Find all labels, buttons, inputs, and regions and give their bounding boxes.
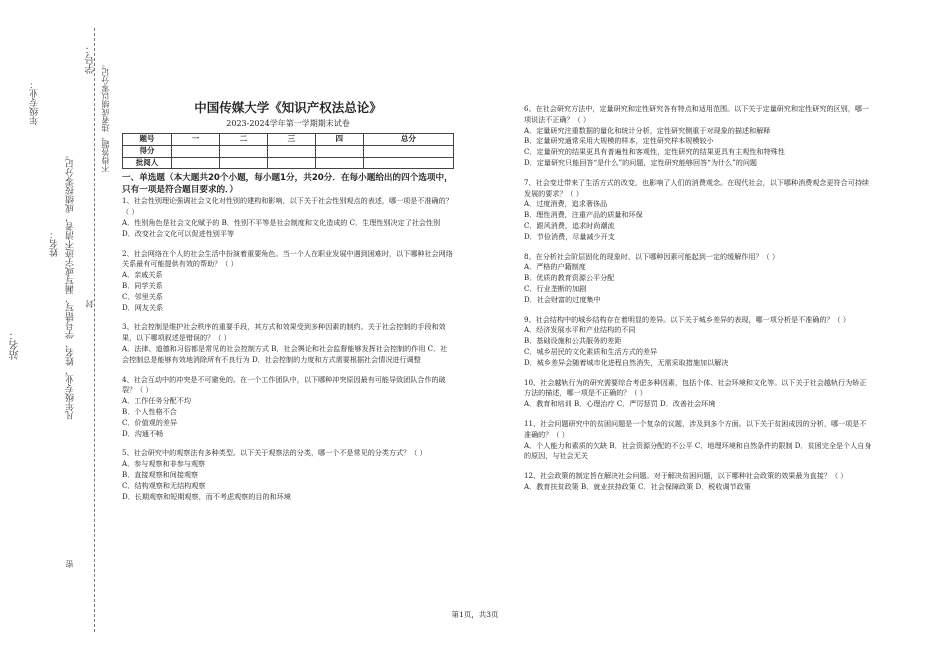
question-option: A．工作任务分配不均 <box>122 396 191 406</box>
tight-label: 密 <box>65 560 74 568</box>
question-stem: 8、在分析社会阶层固化的现象时，以下哪种因素可能起到一定的缓解作用？（ ） <box>524 251 780 261</box>
question-option: C．跟风消费，追求时尚潮流 <box>524 220 615 230</box>
grade-label: 年级专业： <box>30 80 40 125</box>
question-11 <box>524 419 872 462</box>
student-id-label: 学号： <box>86 44 97 74</box>
question-option: C．价值观的差异 <box>122 417 178 427</box>
score-row <box>123 145 454 157</box>
question-option: D．定量研究只能回答“是什么”的问题，定性研究能够回答“为什么”的问题 <box>524 157 758 167</box>
question-option: A．亲戚关系 <box>122 270 163 280</box>
question-5 <box>122 448 454 502</box>
score-cell <box>267 145 315 157</box>
question-2 <box>122 249 454 314</box>
question-option: B．理性消费，注重产品的质量和环保 <box>524 210 643 220</box>
question-option: D．节俭消费，尽量减少开支 <box>524 231 615 241</box>
question-stem: 11、社会问题研究中的贫困问题是一个复杂的议题，涉及到多个方面。以下关于贫困成因的分析，哪一项是不准确的？（ ） <box>524 418 867 439</box>
question-option: D．网友关系 <box>122 302 164 312</box>
question-12 <box>524 471 872 493</box>
question-stem: 9、社会结构中的城乡结构存在着明显的差异。以下关于城乡差异的表现，哪一项分析是不准确的？（ ） <box>524 314 850 324</box>
binding-margin <box>0 0 110 672</box>
question-option: A．教育和培训 B．心理治疗 C．严厉惩罚 D．改善社会环境 <box>524 399 716 409</box>
question-option: B．直接观察和间接观察 <box>122 469 199 479</box>
question-7 <box>524 178 872 243</box>
section-one-heading: 一、单选题（本大题共20个小题，每小题1分，共20分．在每小题给出的四个选项中，只有一项是符合题目要求的．） <box>122 173 453 196</box>
question-option: B．定量研究通常采用大规模的样本，定性研究样本规模较小 <box>524 136 714 146</box>
score-cell <box>315 145 363 157</box>
question-option: D．社会财富的过度集中 <box>524 294 601 304</box>
question-option: C．城乡居民的文化素质和生活方式的差异 <box>524 346 658 356</box>
question-option: A．严格的户籍制度 <box>524 262 586 272</box>
grader-cell <box>315 157 363 169</box>
question-option: C．邻里关系 <box>122 291 163 301</box>
question-option: B．基础设施和公共服务的差距 <box>524 336 622 346</box>
score-header-cell: 四 <box>315 134 363 146</box>
score-header-cell: 三 <box>267 134 315 146</box>
question-option: B．同学关系 <box>122 280 163 290</box>
question-8 <box>524 252 872 306</box>
grader-cell <box>267 157 315 169</box>
score-header-cell: 一 <box>172 134 220 146</box>
question-option: D．沟通不畅 <box>122 428 164 438</box>
page-footer: 第1页，共3页 <box>451 610 499 619</box>
question-6 <box>524 104 872 169</box>
question-1 <box>122 196 454 239</box>
question-stem: 10、社会越轨行为的研究需要综合考虑多种因素，包括个体、社会环境和文化等。以下关于社会越轨行为矫正方法的描述，哪一项是不正确的？（ ） <box>524 377 867 398</box>
question-stem: 6、在社会研究方法中，定量研究和定性研究各有特点和适用范围。以下关于定量研究和定性研究的区别，哪一项说法不正确？（ ） <box>524 104 870 124</box>
question-stem: 7、社会变迁带来了生活方式的改变，也影响了人们的消费观念。在现代社会，以下哪种消费观念更符合可持续发展的要求？（ ） <box>524 177 870 198</box>
question-9 <box>524 315 872 369</box>
question-option: A．教育扶贫政策 B．就业扶持政策 C．社会保障政策 D．税收调节政策 <box>524 481 751 491</box>
fill-note: 凡年级专业、姓名、学号错写、漏写或字迹不清者，成绩按零分记。 <box>66 150 76 420</box>
question-stem: 2、社会网络在个人的社会生活中扮演着重要角色。当一个人在职业发展中遇到困难时，以下哪种社会网络关系最有可能提供有效的帮助？（ ） <box>122 248 453 269</box>
question-stem: 12、社会政策的制定旨在解决社会问题。对于解决贫困问题，以下哪种社会政策的效果最为直接？（ ） <box>524 471 848 481</box>
question-option: C．行业垄断的加剧 <box>524 283 587 293</box>
question-option: A．经济发展水平和产业结构的不同 <box>524 325 636 335</box>
question-10 <box>524 378 872 410</box>
score-table-header-row <box>123 134 454 146</box>
score-header-cell: 总分 <box>363 134 453 146</box>
name-label: 姓名： <box>50 230 60 257</box>
question-3 <box>122 322 454 365</box>
question-option: D．城乡差异会随着城市化进程自然消失，无需采取措施加以解决 <box>524 357 729 367</box>
question-option: A．个人能力和素质的欠缺 B．社会资源分配的不公平 C．地理环境和自然条件的限制 D．贫困完全是个人自身的原因，与社会无关 <box>524 440 872 461</box>
grader-row <box>123 157 454 169</box>
grader-cell <box>219 157 267 169</box>
exam-title: 中国传媒大学《知识产权法总论》 <box>194 100 382 115</box>
question-option: A．参与观察和非参与观察 <box>122 459 206 469</box>
question-option: D．长期观察和短期观察，而不考虑观察的目的和环境 <box>122 491 291 501</box>
left-column <box>122 100 454 502</box>
score-row-label: 得分 <box>123 145 172 157</box>
seal-label: 封 <box>85 300 94 308</box>
score-header-cell: 题号 <box>123 134 172 146</box>
grader-cell <box>363 157 453 169</box>
question-stem: 5、社会研究中的观察法有多种类型。以下关于观察法的分类，哪一个不是常见的分类方式？（ ） <box>122 448 427 458</box>
question-stem: 1、社会性别理论强调社会文化对性别的建构和影响，以下关于社会性别观点的表述，哪一项是不准确的？（ ） <box>122 196 453 217</box>
question-stem: 3、社会控制是维护社会秩序的重要手段，其方式和效果受到多种因素的制约。关于社会控制的手段和效果，以下哪项叙述是错误的？（ ） <box>122 322 446 343</box>
question-option: B．个人性格不合 <box>122 406 177 416</box>
score-cell <box>363 145 453 157</box>
question-option: B．优质的教育资源公平分配 <box>524 273 615 283</box>
question-option: A．定量研究注重数据的量化和统计分析，定性研究侧重于对现象的描述和解释 <box>524 125 771 135</box>
reject-note: 不得答题，违者成绩以零分记。 <box>101 60 110 172</box>
school-label: 站名： <box>10 330 21 360</box>
exam-subtitle: 2023-2024学年第一学期期末试卷 <box>226 119 350 128</box>
question-option: C．定量研究的结果更具有普遍性和客观性，定性研究的结果更具有主观性和特殊性 <box>524 147 785 157</box>
question-option: A．法律、道德和习俗都是常见的社会控制方式 B．社会舆论和社会监督能够发挥社会控制的作用 C．社会控制总是能够有效地消除所有不良行为 D．社会控制的力度和方式需要根据社会情况进行调整 <box>122 343 448 364</box>
grader-cell <box>172 157 220 169</box>
score-cell <box>172 145 220 157</box>
question-option: C．结构观察和无结构观察 <box>122 480 206 490</box>
question-option: A．性别角色是社会文化赋予的 B．性别不平等是社会制度和文化造成的 C．生理性别决定了社会性别 D．改变社会文化可以促进性别平等 <box>122 217 441 238</box>
binding-dashed-line <box>94 28 95 632</box>
right-column <box>524 104 872 493</box>
question-option: A．过度消费，追求奢侈品 <box>524 199 608 209</box>
question-stem: 4、社会互动中的冲突是不可避免的。在一个工作团队中，以下哪种冲突原因最有可能导致团队合作的破裂？（ ） <box>122 374 446 395</box>
score-cell <box>219 145 267 157</box>
grader-row-label: 批阅人 <box>123 157 172 169</box>
score-header-cell: 二 <box>219 134 267 146</box>
score-table <box>122 133 454 169</box>
question-4 <box>122 375 454 440</box>
